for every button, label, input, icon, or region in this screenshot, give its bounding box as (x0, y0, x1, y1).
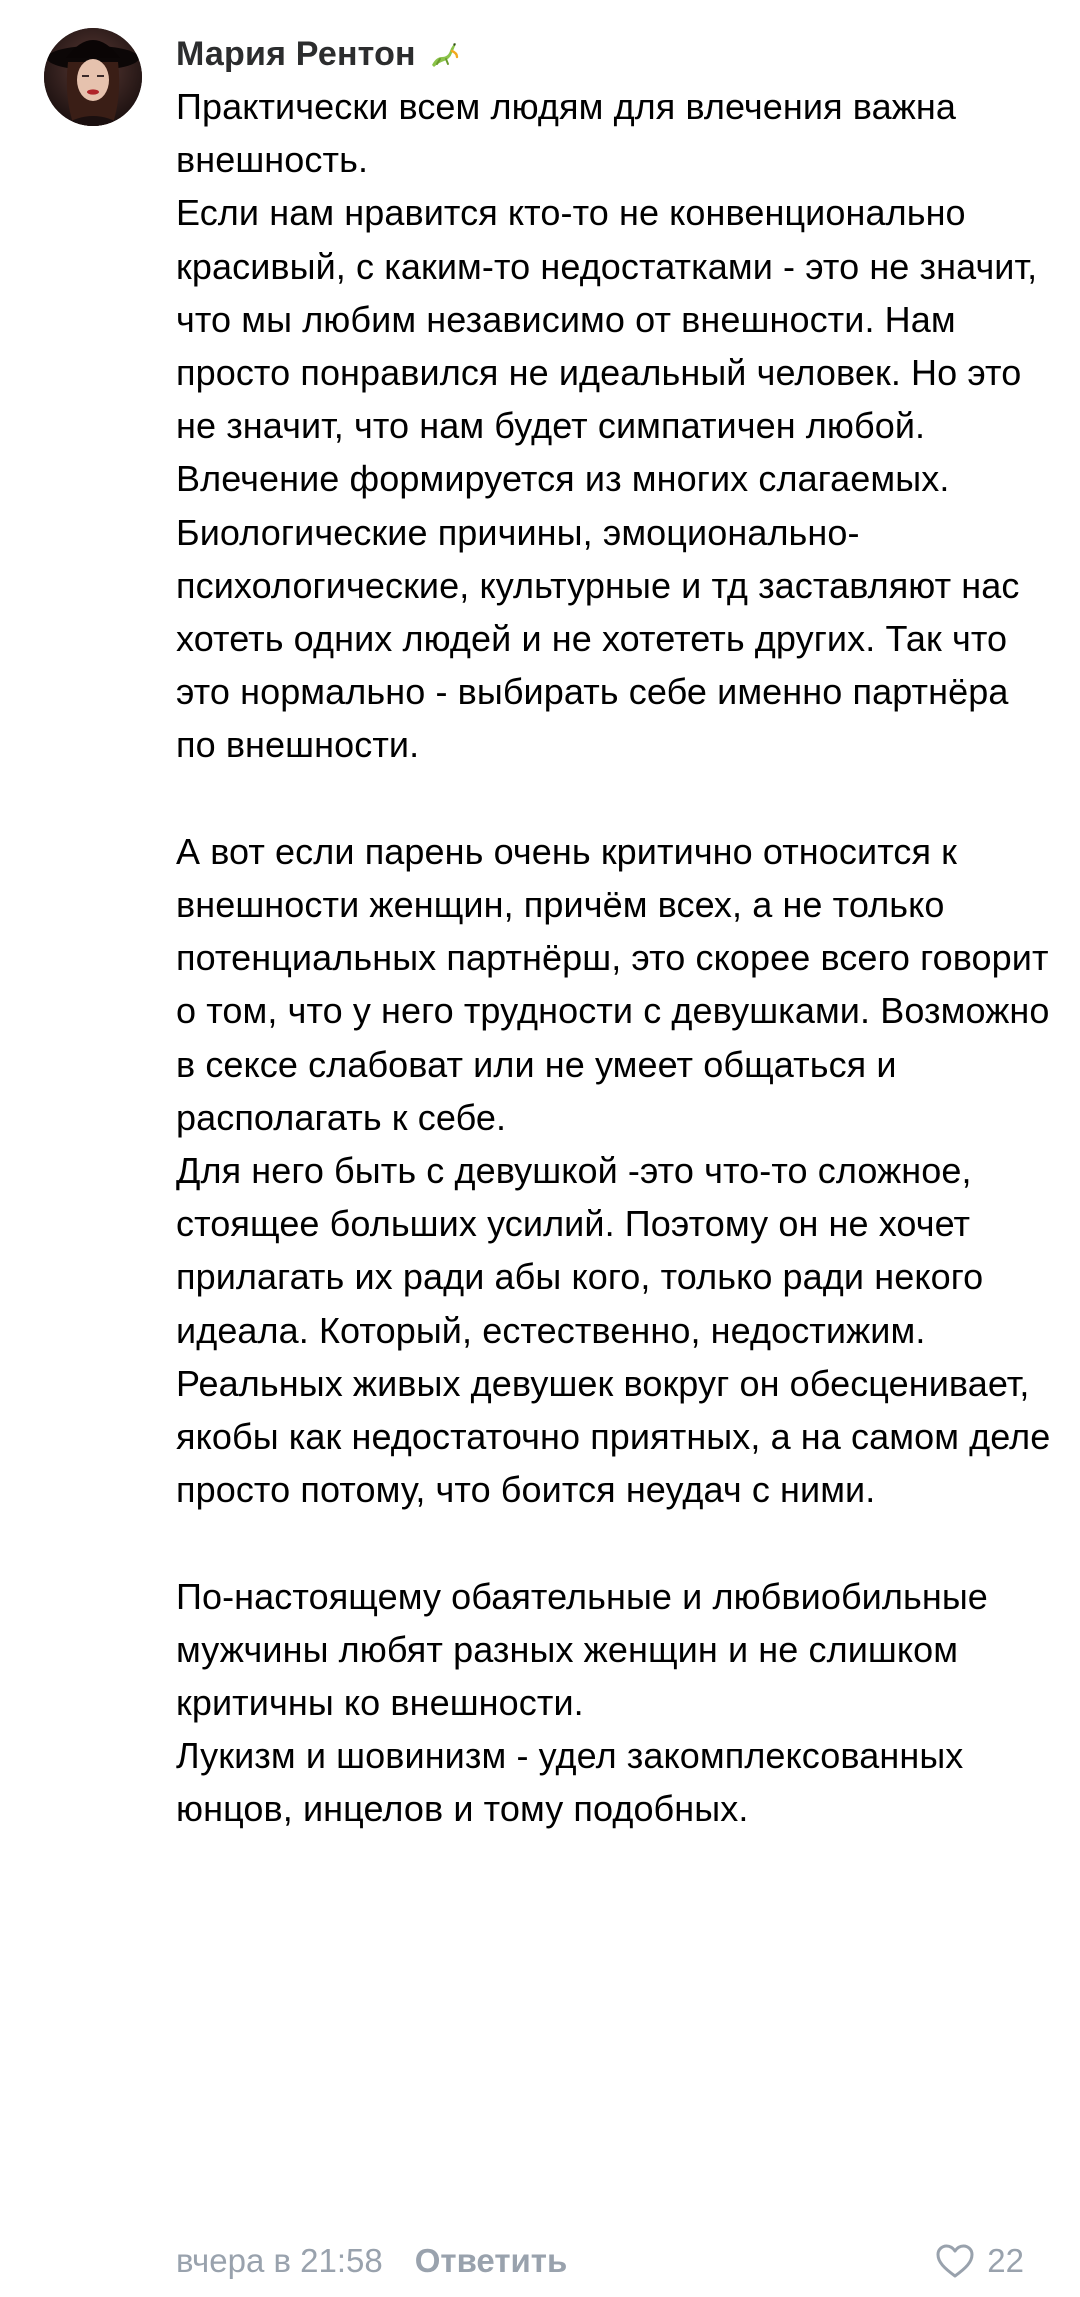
comment-paragraph: Лукизм и шовинизм - удел закомплексованных юнцов, инцелов и тому подобных. (176, 1735, 974, 1830)
heart-icon (935, 2243, 975, 2279)
comment-paragraph: А вот если парень очень критично относится к внешности женщин, причём всех, а не только потенциальных партнёрш, это скорее всего говорит о том, что у него трудности с девушками. Возможно в сексе слабоват или не умеет общаться и располагать к себе. (176, 830, 1060, 1138)
comment-paragraph-blank (176, 1516, 1056, 1569)
author-name-row[interactable] (176, 30, 460, 78)
reply-button[interactable]: Ответить (414, 2242, 568, 2279)
comment-paragraph: По-настоящему обаятельные и любвиобильные мужчины любят разных женщин и не слишком критичны ко внешности. (176, 1575, 999, 1724)
comment-paragraph: Если нам нравится кто-то не конвенционально красивый, с каким-то недостатками - это не значит, что мы любим независимо от внешности. Нам просто понравился не идеальный человек. Но это не значит, что нам будет симпатичен любой. (176, 192, 1048, 447)
like-button[interactable] (935, 2236, 1024, 2286)
comment-text (176, 80, 1061, 1836)
avatar-image (44, 28, 142, 126)
author-name[interactable]: Мария Рентон (176, 34, 416, 73)
comment-paragraph: Для него быть с девушкой -это что-то сложное, стоящее больших усилий. Поэтому он не хочет прилагать их ради абы кого, только ради некого идеала. Который, естественно, недостижим. Реальных живых девушек вокруг он обесценивает, якобы как недостаточно приятных, а на самом деле просто потому, что боится неудач с ними. (176, 1150, 1061, 1511)
lizard-emoji-icon (426, 37, 460, 71)
comment-paragraph-blank (176, 772, 1056, 825)
comment-footer (176, 2236, 1036, 2286)
likes-count: 22 (987, 2242, 1024, 2279)
timestamp: вчера в 21:58 (176, 2242, 383, 2279)
avatar[interactable] (44, 28, 142, 126)
comment-paragraph: Практически всем людям для влечения важна внешность. (176, 86, 967, 181)
comment-paragraph: Влечение формируется из многих слагаемых. Биологические причины, эмоционально-психологические, культурные и тд заставляют нас хотеть одних людей и не хотететь других. Так что это нормально - выбирать себе именно партнёра по внешности. (176, 458, 1030, 766)
